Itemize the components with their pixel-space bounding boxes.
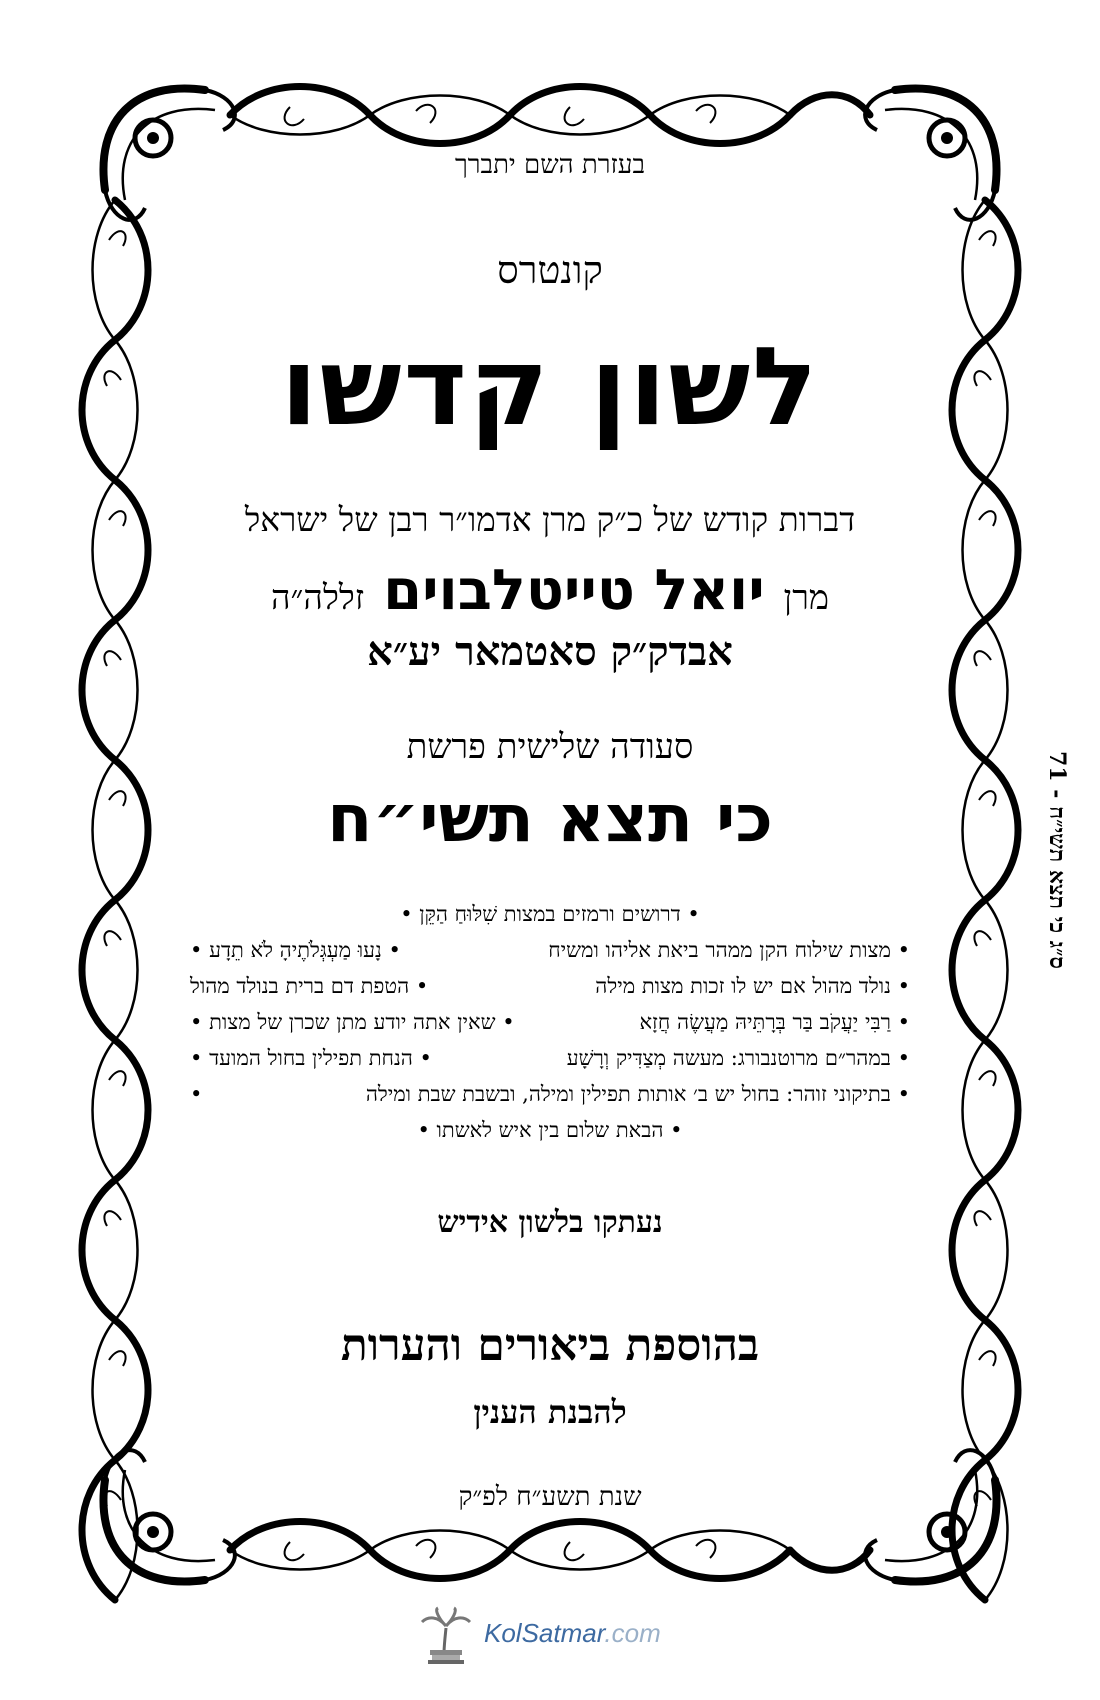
topic-row: • הבאת שלום בין איש לאשתו • [417, 1118, 683, 1142]
parsha-title: כי תצא תשי״ח [327, 780, 773, 857]
topic-row: • רַבִּי יַעֲקֹב בַּר בְּרָתֵּיהּ מַעֲשֶׂה חֲזָא • שאין אתה יודע מתן שכרן של מצות • [190, 1010, 910, 1034]
year-line: שנת תשע״ח לפ״ק [458, 1482, 642, 1512]
maran-prefix: מרן [783, 578, 830, 618]
main-title: לשון קדשו [280, 325, 820, 450]
title-page-content [190, 150, 910, 1512]
topic-row: • נולד מהול אם יש לו זכות מצות מילה • הטפת דם ברית בנולד מהול [190, 974, 910, 998]
understanding-line: להבנת הענין [473, 1393, 627, 1431]
topic-row: • בתיקוני זוהר: בחול יש ב׳ אותות תפילין ומילה, ובשבת שבת ומילה • [190, 1082, 910, 1106]
blessing-header: בעזרת השם יתברך [455, 150, 645, 180]
yiddish-translation-line: נעתקו בלשון אידיש [437, 1205, 663, 1240]
rebbe-name: יואל טייטלבוים [383, 558, 765, 623]
palm-tree-books-icon [418, 1606, 474, 1664]
booklet-label: קונטרס [497, 248, 603, 292]
additions-line: בהוספת ביאורים והערות [340, 1320, 760, 1371]
meal-line: סעודה שלישית פרשת [406, 727, 694, 767]
topic-row: • מצות שילוח הקן ממהר ביאת אליהו ומשיח • נָעוּ מַעְגְּלֹתֶיהָ לֹא תֵדָע • [190, 938, 910, 962]
maran-suffix: זללה״ה [270, 578, 365, 618]
topic-row: • במהר״ם מרוטנבורג: מעשה מְצַדִּיק וְרָשָׁע • הנחת תפילין בחול המועד • [190, 1046, 910, 1070]
footer-logo[interactable] [0, 1606, 1100, 1666]
topic-row: • דרושים ורמזים במצות שִׁלּוּחַ הַקֵּן • [400, 902, 700, 926]
side-page-label: ס״ג כי תצא תשי״ח - 71 [1044, 751, 1070, 969]
site-name[interactable]: KolSatmar.com [484, 1618, 661, 1648]
rabbinic-title: אבדק״ק סאטמאר יע״א [367, 628, 733, 675]
rebbe-name-line [190, 558, 910, 623]
words-of-line: דברות קודש של כ״ק מרן אדמו״ר רבן של ישראל [244, 500, 856, 539]
